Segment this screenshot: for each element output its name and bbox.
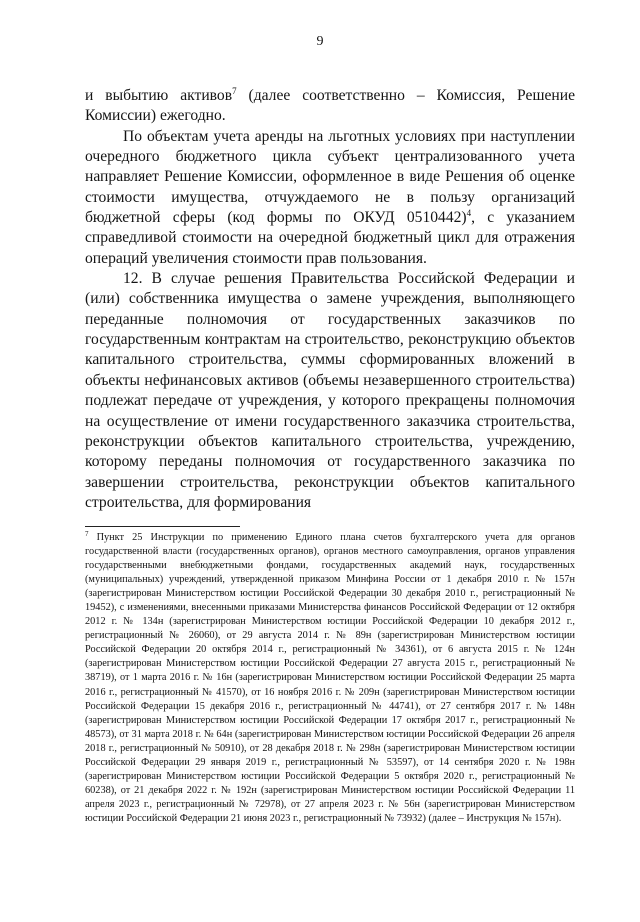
paragraph-text: (далее соответственно – Комиссия, Решение Комиссии) ежегодно. <box>85 87 575 125</box>
footnote-reference: 4 <box>466 208 472 219</box>
footnote-text: Пункт 25 Инструкции по применению Единого плана счетов бухгалтерского учета для органов государственной власти (государственных органов), органов местного самоуправления, органов управления государственными внебюджетными фондами, государственных академий наук, государственных (муниципальных) учреждений, утвержденной приказом Минфина России от 1 декабря 2010 г. № 157н (зарегистрирован Министерством юстиции Российской Федерации 30 декабря 2010 г., регистрационный № 19452), с изменениями, внесенными приказами Министерства финансов Российской Федерации от 12 октября 2012 г. № 134н (зарегистрирован Министерством юстиции Российской Федерации 10 декабря 2012 г., регистрационный № 26060), от 29 августа 2014 г. № 89н (зарегистрирован Министерством юстиции Российской Федерации 20 октября 2014 г., регистрационный № 34361), от 6 августа 2015 г. № 124н (зарегистрирован Министерством юстиции Российской Федерации 27 августа 2015 г., регистрационный № 38719), от 1 марта 2016 г. № 16н (зарегистрирован Министерством юстиции Российской Федерации 25 марта 2016 г., регистрационный № 41570), от 16 ноября 2016 г. № 209н (зарегистрирован Министерством юстиции Российской Федерации 15 декабря 2016 г., регистрационный № 44741), от 27 сентября 2017 г. № 148н (зарегистрирован Министерством юстиции Российской Федерации 17 октября 2017 г., регистрационный № 48573), от 31 марта 2018 г. № 64н (зарегистрирован Министерством юстиции Российской Федерации 26 апреля 2018 г., регистрационный № 50910), от 28 декабря 2018 г. № 298н (зарегистрирован Министерством юстиции Российской Федерации 29 января 2019 г., регистрационный № 53597), от 14 сентября 2020 г. № 198н (зарегистрирован Министерством юстиции Российской Федерации 5 октября 2020 г., регистрационный № 60238), от 21 декабря 2022 г. № 192н (зарегистрирован Министерством юстиции Российской Федерации 11 апреля 2023 г., регистрационный № 72978), от 27 апреля 2023 г. № 56н (зарегистрирован Министерством юстиции Российской Федерации 21 июня 2023 г., регистрационный № 73932) (далее – Инструкция № 157н). <box>85 532 575 824</box>
footnote <box>85 531 575 826</box>
footnote-reference: 7 <box>232 86 237 96</box>
paragraph-text: и выбытию активов <box>85 87 233 104</box>
main-text <box>85 86 575 513</box>
paragraph-continuation <box>85 86 575 127</box>
footnote-marker: 7 <box>85 530 89 538</box>
footnote-separator <box>85 526 240 527</box>
paragraph-lease <box>85 127 575 269</box>
paragraph-item-12 <box>85 269 575 513</box>
paragraph-text: По объектам учета аренды на льготных условиях при наступлении очередного бюджетного цикла субъект централизованного учета направляет Решение Комиссии, оформленное в виде Решения об оценке стоимости имущества, отчуждаемого не в пользу организаций бюджетной сферы (код формы по ОКУД 0510442) <box>85 127 575 227</box>
paragraph-text: , с указанием справедливой стоимости на очередной бюджетный цикл для отражения операций увеличения стоимости прав пользования. <box>85 209 575 267</box>
paragraph-text: 12. В случае решения Правительства Российской Федерации и (или) собственника имущества о замене учреждения, выполняющего переданные полномочия от государственных заказчиков по государственным контрактам на строительство, реконструкцию объектов капитального строительства, суммы сформированных вложений в объекты нефинансовых активов (объемы незавершенного строительства) подлежат передаче от учреждения, у которого прекращены полномочия на осуществление от имени государственного заказчика строительства, реконструкции объектов капитального строительства, учреждению, которому переданы полномочия от государственного заказчика по завершении строительства, реконструкции объектов капитального строительства, для формирования <box>85 270 575 511</box>
page-number: 9 <box>316 34 324 49</box>
